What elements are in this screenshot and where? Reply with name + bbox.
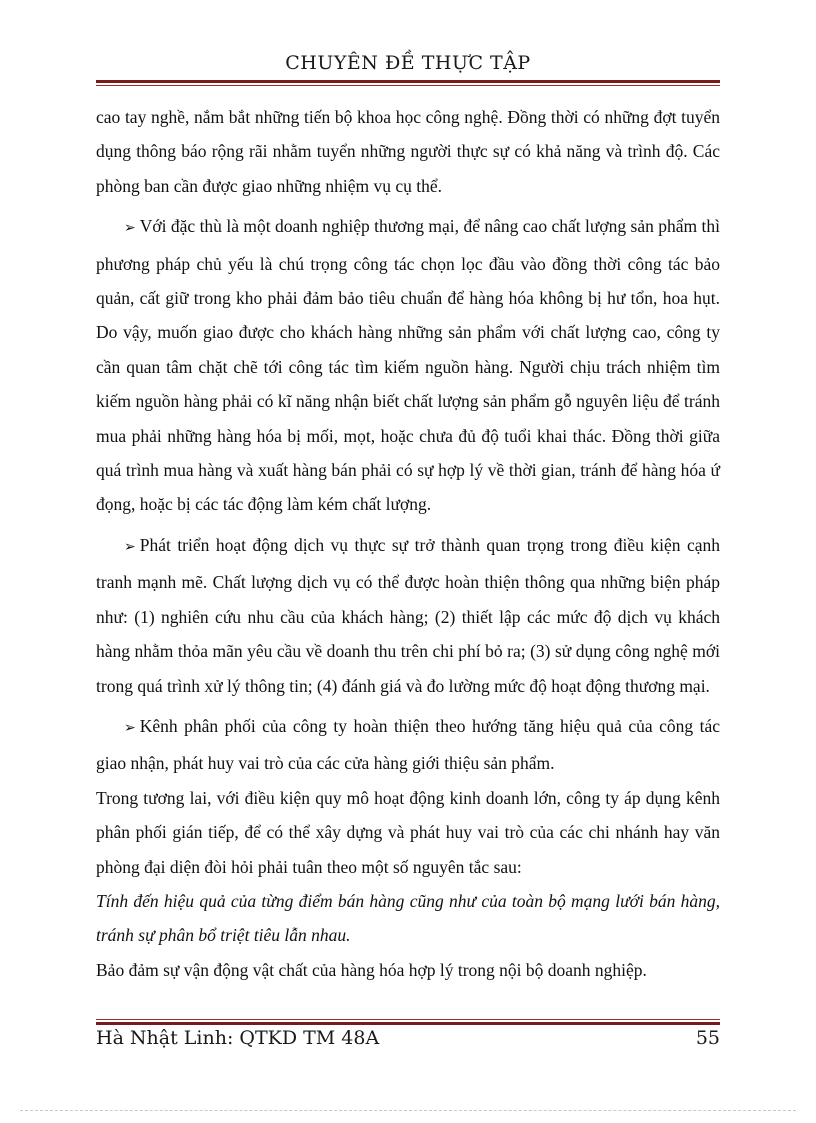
page-body [96, 100, 720, 987]
paragraph-6: Tính đến hiệu quả của từng điểm bán hàng cũng như của toàn bộ mạng lưới bán hàng, tránh sự phân bổ triệt tiêu lẫn nhau. [96, 890, 720, 946]
page-footer [96, 1027, 720, 1057]
paragraph-3-text: Phát triển hoạt động dịch vụ thực sự trở thành quan trọng trong điều kiện cạnh tranh mạnh mẽ. Chất lượng dịch vụ có thể được hoàn thiện thông qua những biện pháp như: (1) nghiên cứu nhu cầu của khách hàng; (2) thiết lập các mức độ dịch vụ khách hàng nhằm thỏa mãn yêu cầu về doanh thu trên chi phí bỏ ra; (3) sử dụng công nghệ mới trong quá trình xử lý thông tin; (4) đánh giá và đo lường mức độ hoạt động thương mại. [96, 534, 720, 696]
paragraph-1: cao tay nghề, nắm bắt những tiến bộ khoa học công nghệ. Đồng thời có những đợt tuyển dụng thông báo rộng rãi nhằm tuyển những người thực sự có khả năng và trình độ. Các phòng ban cần được giao những nhiệm vụ cụ thể. [96, 107, 720, 196]
header-rule-thin [96, 85, 720, 86]
page-header-title: CHUYÊN ĐỀ THỰC TẬP [285, 52, 531, 74]
bullet-paragraph-quality [96, 209, 720, 522]
header-rule [96, 80, 720, 83]
paragraph-7: Bảo đảm sự vận động vật chất của hàng hóa hợp lý trong nội bộ doanh nghiệp. [96, 959, 647, 980]
footer-author: Hà Nhật Linh: QTKD TM 48A [96, 1027, 380, 1049]
page-number: 55 [695, 1027, 720, 1049]
bullet-paragraph-distribution [96, 709, 720, 781]
arrow-bullet-icon: ➢ [124, 720, 136, 736]
bullet-paragraph-service [96, 528, 720, 703]
arrow-bullet-icon: ➢ [124, 221, 136, 237]
arrow-bullet-icon: ➢ [124, 539, 136, 555]
footer-rule-thin [96, 1019, 720, 1020]
paragraph-2-text: Với đặc thù là một doanh nghiệp thương mại, để nâng cao chất lượng sản phẩm thì phương pháp chủ yếu là chú trọng công tác chọn lọc đầu vào đồng thời công tác bảo quản, cất giữ trong kho phải đảm bảo tiêu chuẩn để hàng hóa không bị hư tổn, hoa hụt. Do vậy, muốn giao được cho khách hàng những sản phẩm với chất lượng cao, công ty cần quan tâm chặt chẽ tới công tác tìm kiếm nguồn hàng. Người chịu trách nhiệm tìm kiếm nguồn hàng phải có kĩ năng nhận biết chất lượng sản phẩm gỗ nguyên liệu để tránh mua phải những hàng hóa bị mối, mọt, hoặc chưa đủ độ tuổi khai thác. Đồng thời giữa quá trình mua hàng và xuất hàng bán phải có sự hợp lý về thời gian, tránh để hàng hóa ứ đọng, hoặc bị các tác động làm kém chất lượng. [96, 216, 720, 515]
paragraph-4-text: Kênh phân phối của công ty hoàn thiện theo hướng tăng hiệu quả của công tác giao nhận, phát huy vai trò của các cửa hàng giới thiệu sản phẩm. [96, 715, 720, 774]
page-bottom-divider [20, 1110, 796, 1113]
footer-rule [96, 1022, 720, 1025]
paragraph-5: Trong tương lai, với điều kiện quy mô hoạt động kinh doanh lớn, công ty áp dụng kênh phân phối gián tiếp, để có thể xây dựng và phát huy vai trò của các chi nhánh hay văn phòng đại diện đòi hỏi phải tuân theo một số nguyên tắc sau: [96, 787, 720, 877]
